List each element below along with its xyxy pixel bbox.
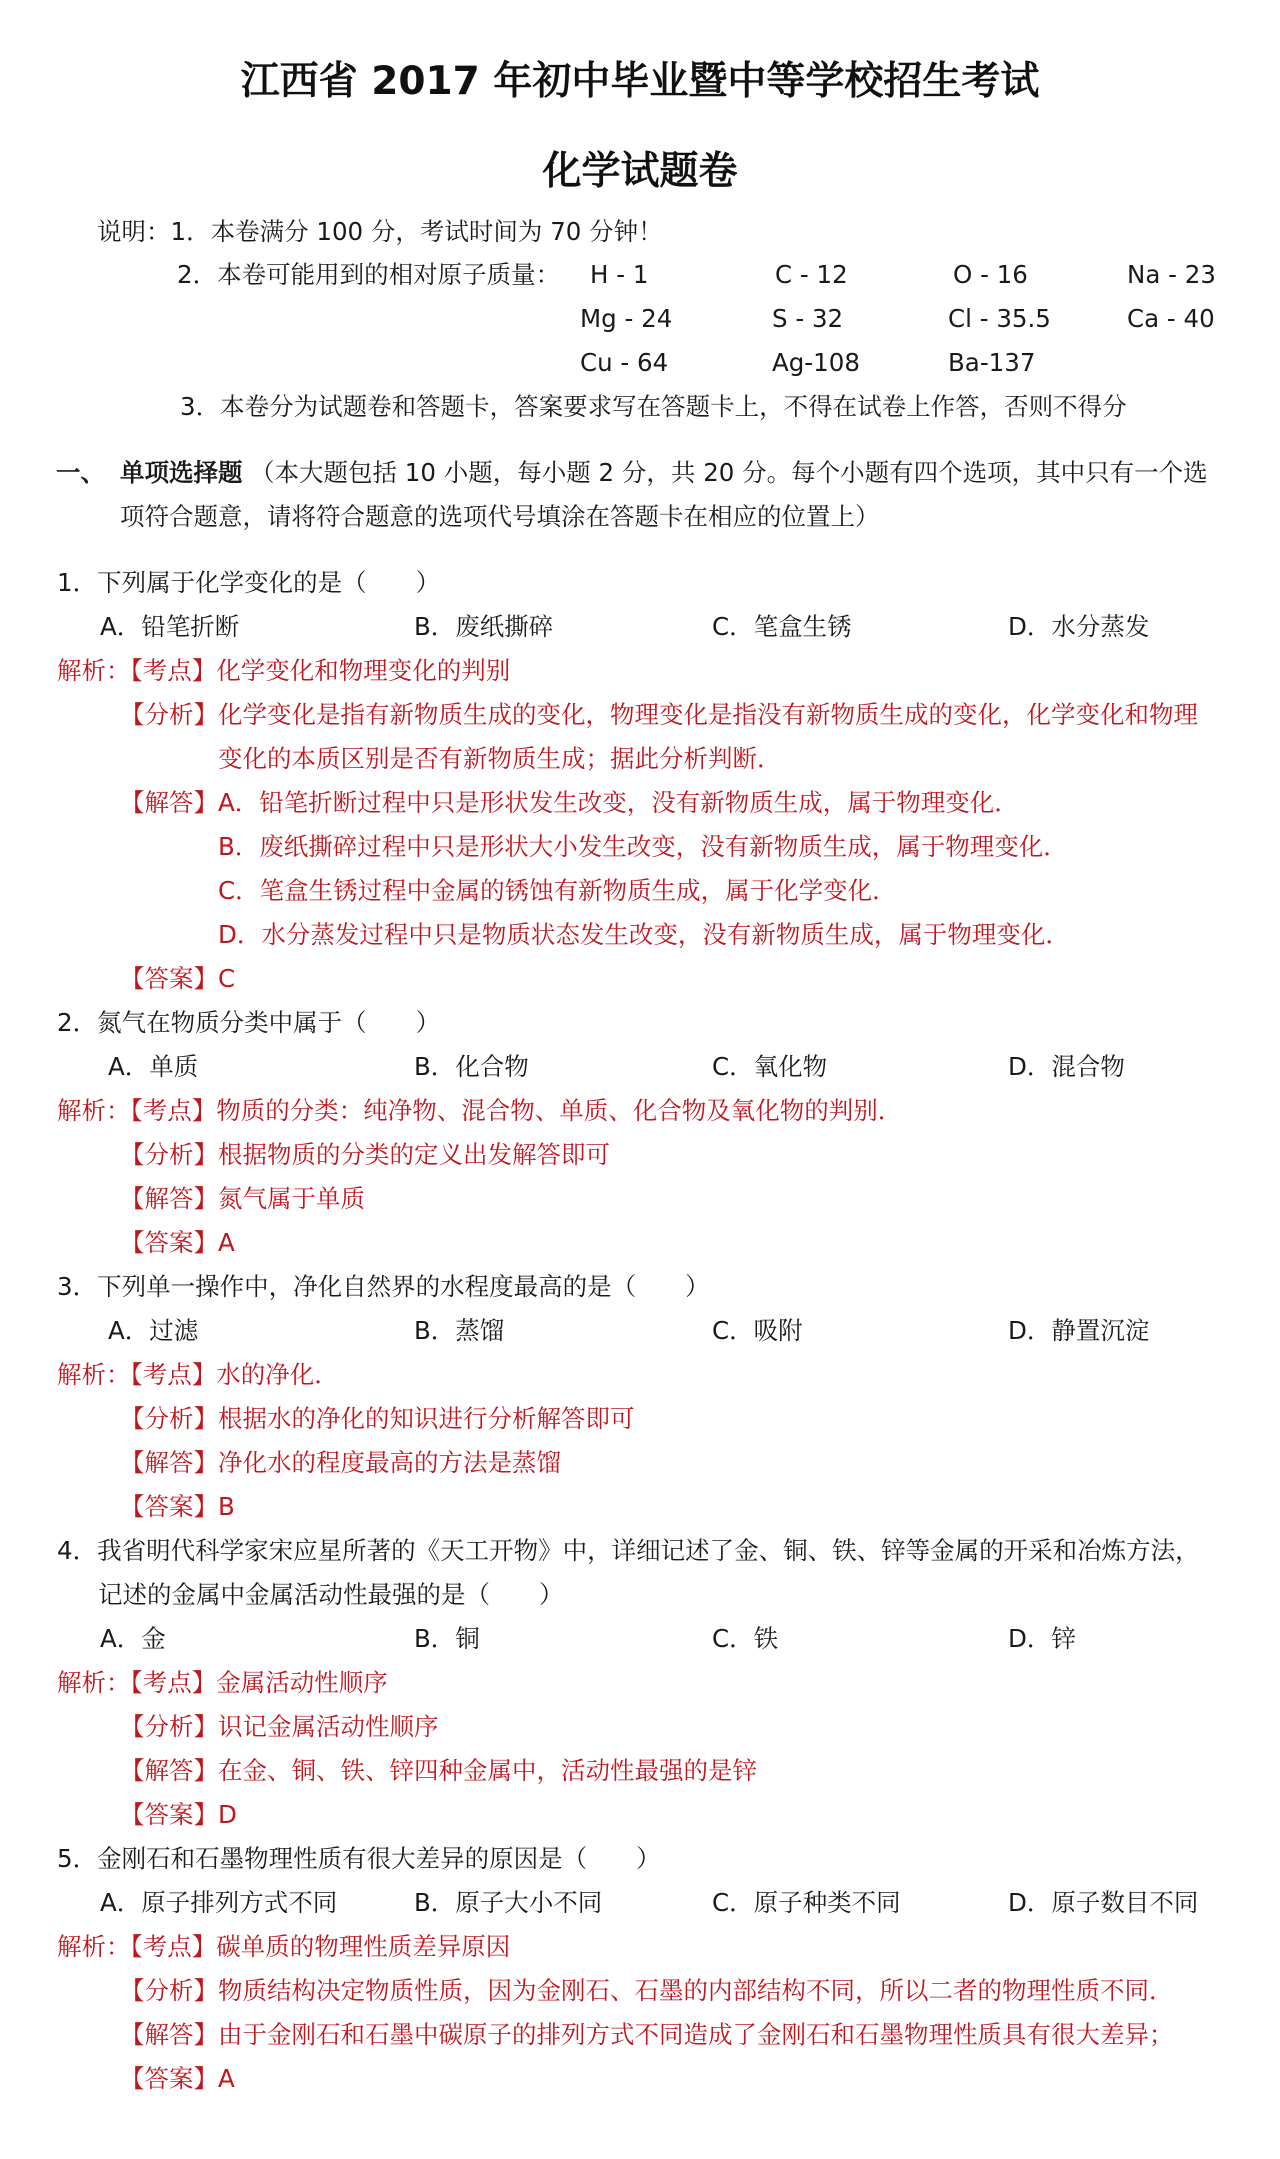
atomic-mass: Cl - 35.5 bbox=[948, 304, 1051, 333]
instruction-3: 3．本卷分为试题卷和答题卡，答案要求写在答题卡上，不得在试卷上作答，否则不得分 bbox=[180, 392, 1127, 421]
analysis-jieda: 【解答】由于金刚石和石墨中碳原子的排列方式不同造成了金刚石和石墨物理性质具有很大差异； bbox=[120, 2020, 1174, 2049]
atomic-mass: Cu - 64 bbox=[580, 348, 669, 377]
analysis-kaodian: 解析：【考点】水的净化． bbox=[57, 1360, 339, 1389]
analysis-jieda: 【解答】A．铅笔折断过程中只是形状发生改变，没有新物质生成，属于物理变化． bbox=[120, 788, 1019, 817]
analysis-jieda: 【解答】氮气属于单质 bbox=[120, 1184, 365, 1213]
option: D．锌 bbox=[1008, 1624, 1076, 1653]
option: B．化合物 bbox=[414, 1052, 529, 1081]
answer: 【答案】A bbox=[120, 2064, 235, 2093]
question-stem: 4．我省明代科学家宋应星所著的《天工开物》中，详细记述了金、铜、铁、锌等金属的开采和冶炼方法， bbox=[57, 1536, 1200, 1565]
instruction-1: 说明：1．本卷满分 100 分，考试时间为 70 分钟！ bbox=[97, 217, 663, 246]
exam-title: 江西省 2017 年初中毕业暨中等学校招生考试 bbox=[240, 59, 1040, 104]
option: B．铜 bbox=[414, 1624, 480, 1653]
question-stem: 2．氮气在物质分类中属于（ ） bbox=[57, 1008, 441, 1037]
atomic-mass: Mg - 24 bbox=[580, 304, 673, 333]
section-desc: 项符合题意，请将符合题意的选项代号填涂在答题卡在相应的位置上） bbox=[120, 502, 880, 531]
atomic-mass: Ag-108 bbox=[772, 348, 860, 377]
analysis-kaodian: 解析：【考点】化学变化和物理变化的判别 bbox=[57, 656, 511, 685]
analysis-fenxi: 【分析】根据物质的分类的定义出发解答即可 bbox=[120, 1140, 610, 1169]
option: C．原子种类不同 bbox=[712, 1888, 901, 1917]
analysis-jieda: C．笔盒生锈过程中金属的锈蚀有新物质生成，属于化学变化． bbox=[218, 876, 897, 905]
answer: 【答案】A bbox=[120, 1228, 235, 1257]
section-desc: （本大题包括 10 小题，每小题 2 分，共 20 分。每个小题有四个选项，其中只有一个选 bbox=[250, 458, 1208, 487]
option: B．废纸撕碎 bbox=[414, 612, 554, 641]
atomic-mass: S - 32 bbox=[772, 304, 844, 333]
option: A．单质 bbox=[108, 1052, 199, 1081]
answer: 【答案】B bbox=[120, 1492, 235, 1521]
exam-subtitle: 化学试题卷 bbox=[542, 149, 738, 194]
analysis-kaodian: 解析：【考点】碳单质的物理性质差异原因 bbox=[57, 1932, 511, 1961]
atomic-mass: O - 16 bbox=[953, 260, 1028, 289]
option: B．蒸馏 bbox=[414, 1316, 505, 1345]
instruction-2-label: 2．本卷可能用到的相对原子质量： bbox=[177, 260, 561, 289]
analysis-kaodian: 解析：【考点】物质的分类：纯净物、混合物、单质、化合物及氧化物的判别． bbox=[57, 1096, 903, 1125]
question-stem: 5．金刚石和石墨物理性质有很大差异的原因是（ ） bbox=[57, 1844, 661, 1873]
analysis-fenxi: 【分析】化学变化是指有新物质生成的变化，物理变化是指没有新物质生成的变化，化学变化和物理 bbox=[120, 700, 1198, 729]
option: A．原子排列方式不同 bbox=[100, 1888, 338, 1917]
option: A．铅笔折断 bbox=[100, 612, 240, 641]
atomic-mass: Na - 23 bbox=[1127, 260, 1216, 289]
option: C．氧化物 bbox=[712, 1052, 828, 1081]
atomic-mass: C - 12 bbox=[775, 260, 848, 289]
analysis-fenxi: 变化的本质区别是否有新物质生成；据此分析判断． bbox=[218, 744, 782, 773]
atomic-mass: Ba-137 bbox=[948, 348, 1036, 377]
option: C．铁 bbox=[712, 1624, 779, 1653]
question-stem: 1．下列属于化学变化的是（ ） bbox=[57, 568, 441, 597]
analysis-fenxi: 【分析】根据水的净化的知识进行分析解答即可 bbox=[120, 1404, 635, 1433]
analysis-fenxi: 【分析】物质结构决定物质性质，因为金刚石、石墨的内部结构不同，所以二者的物理性质不同． bbox=[120, 1976, 1174, 2005]
analysis-jieda: 【解答】在金、铜、铁、锌四种金属中，活动性最强的是锌 bbox=[120, 1756, 757, 1785]
question-stem: 3．下列单一操作中，净化自然界的水程度最高的是（ ） bbox=[57, 1272, 710, 1301]
question-stem: 记述的金属中金属活动性最强的是（ ） bbox=[98, 1580, 564, 1609]
option: C．笔盒生锈 bbox=[712, 612, 852, 641]
atomic-mass: Ca - 40 bbox=[1127, 304, 1215, 333]
option: C．吸附 bbox=[712, 1316, 803, 1345]
option: D．原子数目不同 bbox=[1008, 1888, 1199, 1917]
option: D．混合物 bbox=[1008, 1052, 1125, 1081]
analysis-jieda: B．废纸撕碎过程中只是形状大小发生改变，没有新物质生成，属于物理变化． bbox=[218, 832, 1068, 861]
atomic-mass: H - 1 bbox=[590, 260, 649, 289]
analysis-fenxi: 【分析】识记金属活动性顺序 bbox=[120, 1712, 439, 1741]
section-name: 单项选择题 bbox=[120, 458, 243, 487]
analysis-jieda: 【解答】净化水的程度最高的方法是蒸馏 bbox=[120, 1448, 561, 1477]
option: D．水分蒸发 bbox=[1008, 612, 1150, 641]
section-number: 一、 bbox=[56, 458, 105, 487]
option: A．过滤 bbox=[108, 1316, 199, 1345]
option: B．原子大小不同 bbox=[414, 1888, 603, 1917]
analysis-jieda: D．水分蒸发过程中只是物质状态发生改变，没有新物质生成，属于物理变化． bbox=[218, 920, 1070, 949]
option: A．金 bbox=[100, 1624, 166, 1653]
option: D．静置沉淀 bbox=[1008, 1316, 1150, 1345]
answer: 【答案】D bbox=[120, 1800, 237, 1829]
answer: 【答案】C bbox=[120, 964, 236, 993]
analysis-kaodian: 解析：【考点】金属活动性顺序 bbox=[57, 1668, 388, 1697]
